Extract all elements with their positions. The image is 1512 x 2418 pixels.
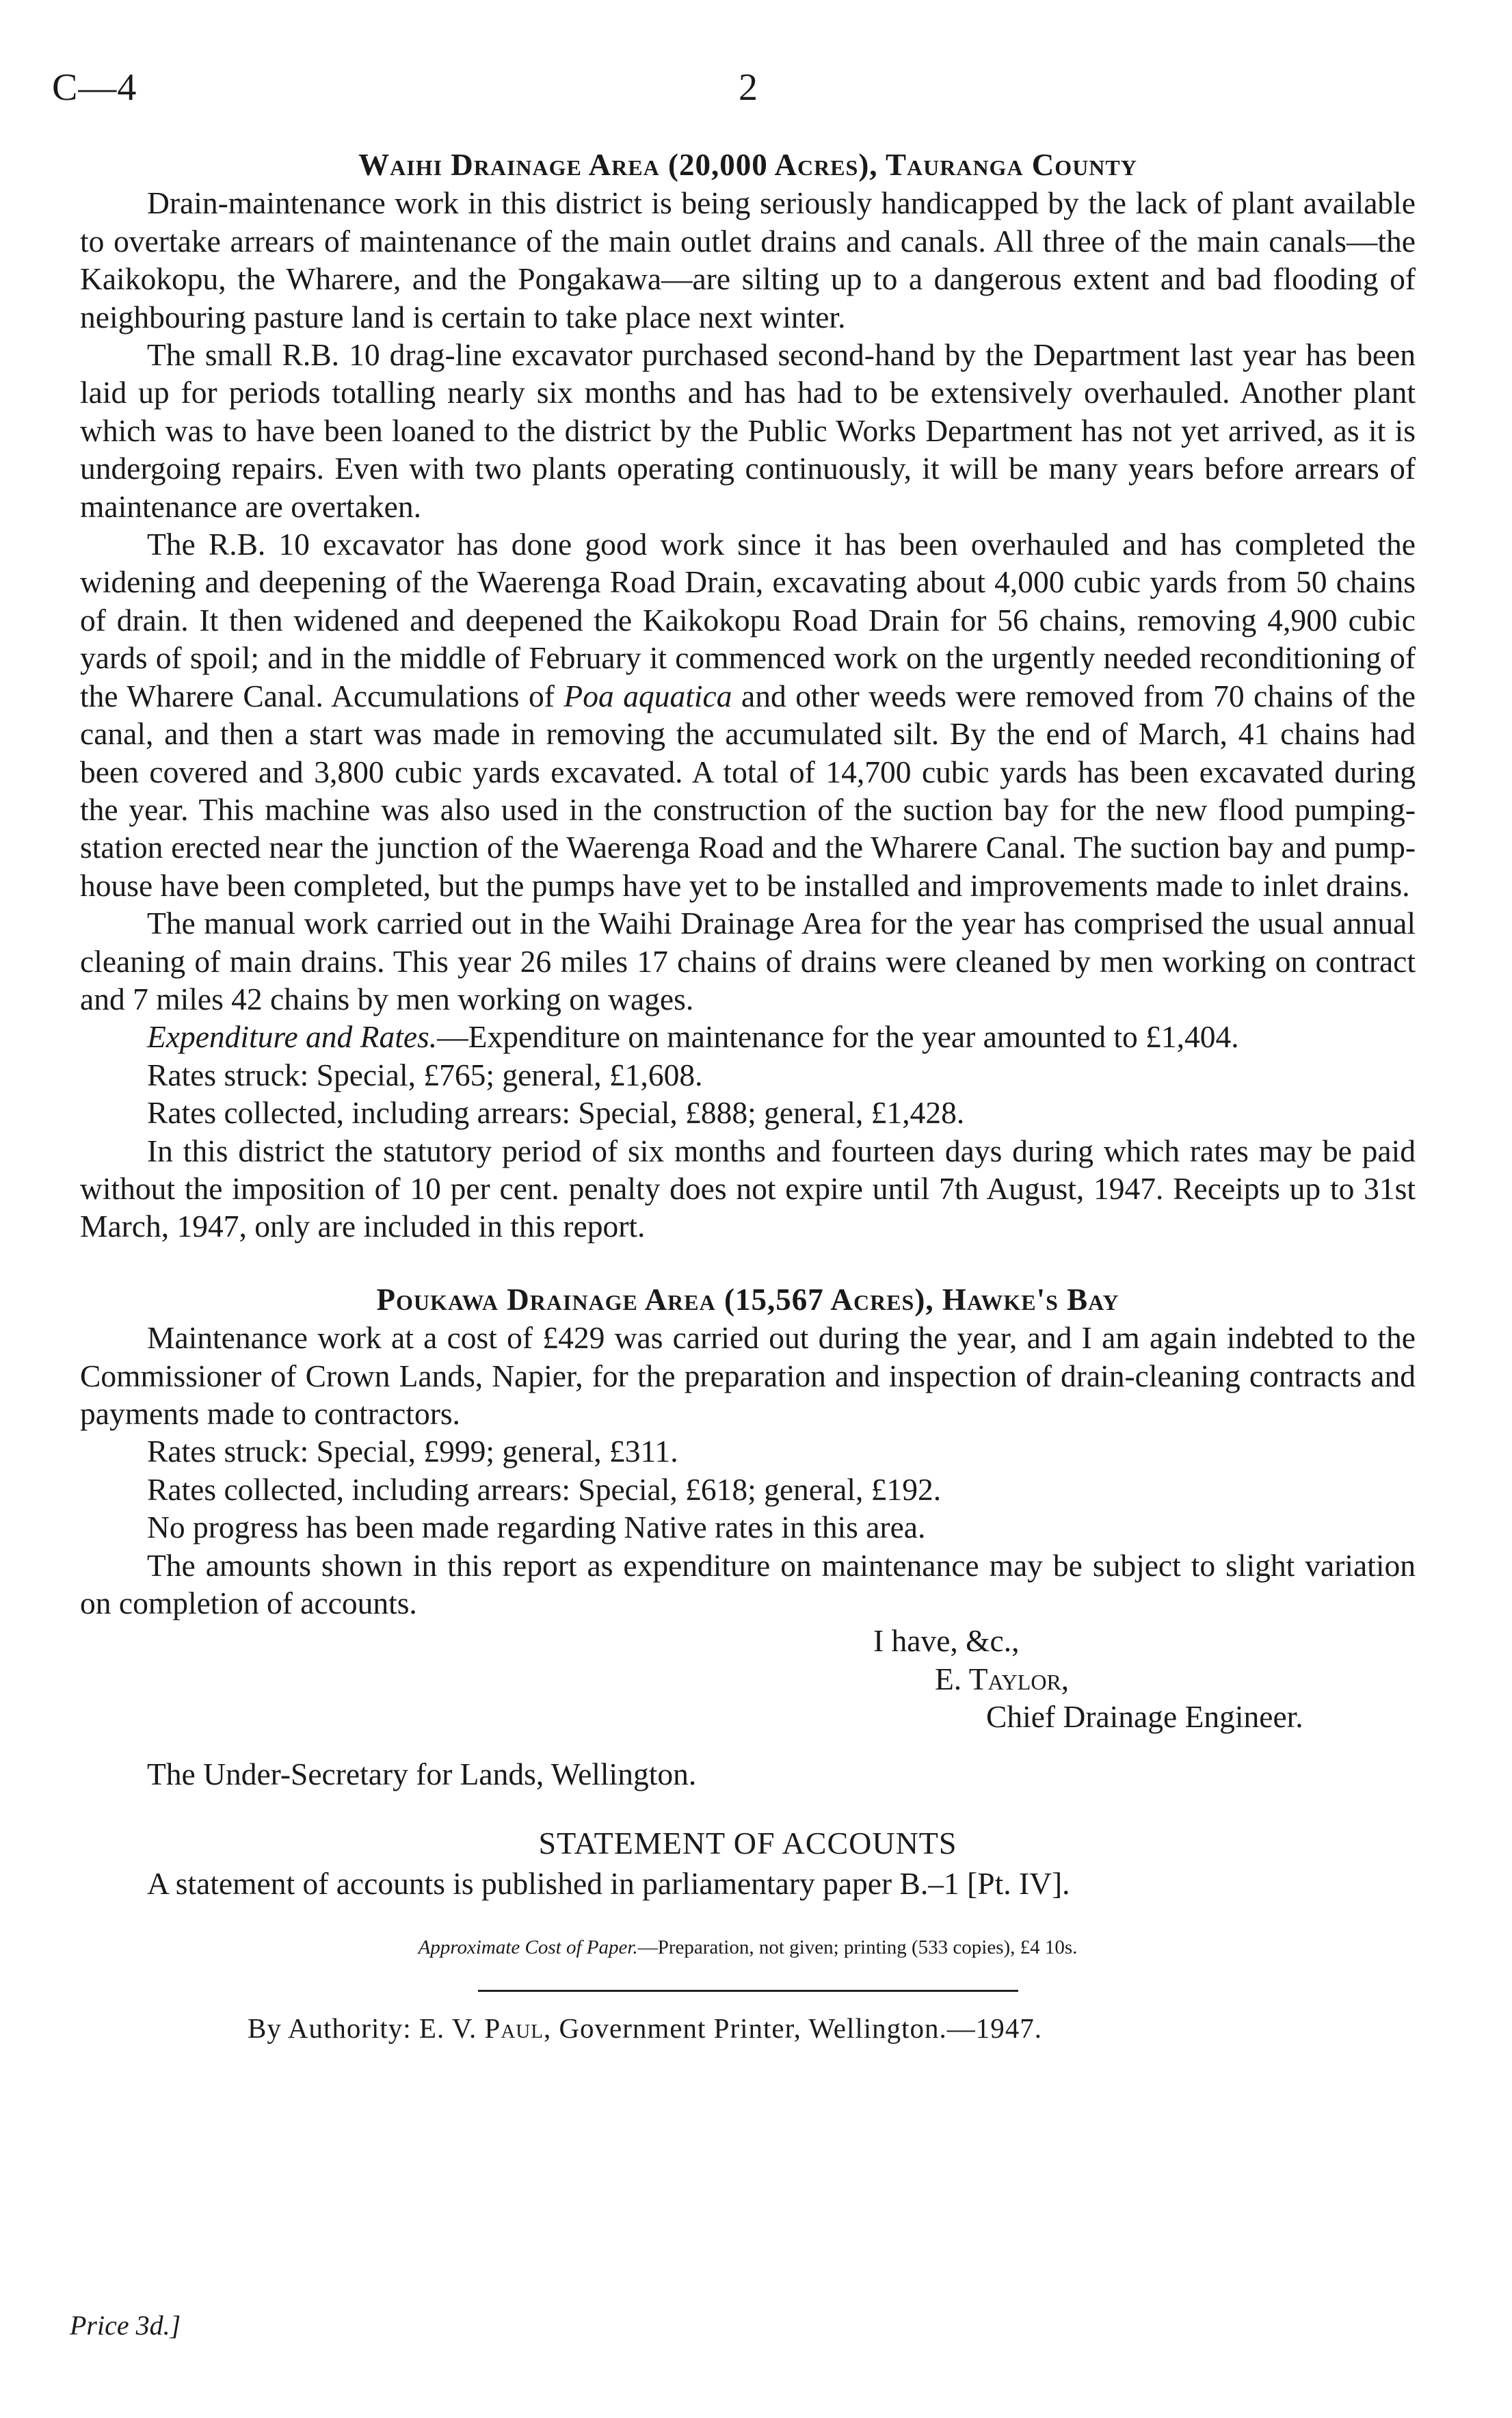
subheading-expenditure: Expenditure and Rates.	[147, 1019, 438, 1055]
paragraph-text: —Expenditure on maintenance for the year amounted to £1,404.	[437, 1019, 1239, 1055]
paragraph	[80, 1018, 1416, 1055]
signatory-name: E. Taylor,	[935, 1661, 1070, 1696]
page-number: 2	[739, 66, 758, 109]
signatory-title: Chief Drainage Engineer.	[986, 1699, 1303, 1735]
cost-note-label: Approximate Cost of Paper.	[418, 1936, 638, 1958]
printer-authority: By Authority: E. V. Paul, Government Printer, Wellington.—1947.	[248, 2012, 1043, 2045]
printer-name: E. V. Paul,	[419, 2012, 552, 2045]
paragraph	[80, 525, 1416, 904]
paragraph-text: The R.B. 10 excavator has done good work since it has been overhauled and has completed the widening and deepening of the Waerenga Road Drain, excavating about 4,000 cubic yards from 50 chains of drain. It then widened and deepened the Kaikokopu Road Drain for 56 chains, removing 4,900 cubic yards of spoil; and in the middle of February it commenced work on the urgently needed reconditioning of the Wharere Canal. Accumulations of	[80, 527, 1416, 713]
paragraph: The small R.B. 10 drag-line excavator purchased second-hand by the Department last year has been laid up for periods totalling nearly six months and has had to be extensively overhauled. Another plant which was to have been loaned to the district by the Public Works Department has not yet arrived, as it is undergoing repairs. Even with two plants operating continuously, it will be many years before arrears of maintenance are overtaken.	[80, 337, 1416, 524]
paragraph: The amounts shown in this report as expenditure on maintenance may be subject to slight variation on completion of accounts.	[80, 1547, 1416, 1621]
section-heading-waihi: Waihi Drainage Area (20,000 Acres), Tauranga County	[358, 148, 1137, 182]
divider-rule	[478, 1990, 1018, 1992]
price-note: Price 3d.]	[70, 2310, 181, 2341]
document-code: C—4	[52, 66, 137, 109]
statement-heading: STATEMENT OF ACCOUNTS	[538, 1826, 957, 1861]
paragraph-text: and other weeds were removed from 70 chains of the canal, and then a start was made in removing the accumulated silt. By the end of March, 41 chains had been covered and 3,800 cubic yards excavated. A total of 14,700 cubic yards has been excavated during the year. This machine was also used in the construction of the suction bay for the new flood pumping-station erected near the junction of the Waerenga Road and the Wharere Canal. The suction bay and pump-house have been completed, but the pumps have yet to be installed and improvements made to inlet drains.	[80, 678, 1416, 903]
paragraph: No progress has been made regarding Native rates in this area.	[147, 1510, 926, 1545]
signature-block	[873, 1622, 1416, 1735]
cost-note	[80, 1929, 1416, 1967]
cost-note-text: —Preparation, not given; printing (533 copies), £4 10s.	[637, 1936, 1078, 1958]
rates-collected: Rates collected, including arrears: Special, £888; general, £1,428.	[147, 1095, 965, 1131]
section-heading-poukawa: Poukawa Drainage Area (15,567 Acres), Hawke's Bay	[376, 1282, 1119, 1317]
paragraph: In this district the statutory period of six months and fourteen days during which rates may be paid without the imposition of 10 per cent. penalty does not expire until 7th August, 1947. Receipts up to 31st March, 1947, only are included in this report.	[80, 1133, 1416, 1244]
rates-struck: Rates struck: Special, £999; general, £311.	[147, 1434, 678, 1469]
document-body	[80, 146, 1416, 2048]
paragraph: Maintenance work at a cost of £429 was carried out during the year, and I am again indebted to the Commissioner of Crown Lands, Napier, for the preparation and inspection of drain-cleaning contracts and payments made to contractors.	[80, 1320, 1416, 1431]
rates-collected: Rates collected, including arrears: Special, £618; general, £192.	[147, 1471, 942, 1507]
species-name: Poa aquatica	[563, 678, 732, 713]
paragraph: The manual work carried out in the Waihi Drainage Area for the year has comprised the usual annual cleaning of main drains. This year 26 miles 17 chains of drains were cleaned by men working on contract and 7 miles 42 chains by men working on wages.	[80, 906, 1416, 1016]
statement-text: A statement of accounts is published in parliamentary paper B.–1 [Pt. IV].	[147, 1866, 1070, 1902]
salutation: I have, &c.,	[873, 1623, 1020, 1659]
paragraph: Drain-maintenance work in this district is being seriously handicapped by the lack of plant available to overtake arrears of maintenance of the main outlet drains and canals. All three of the main canals—the Kaikokopu, the Wharere, and the Pongakawa—are silting up to a dangerous extent and bad flooding of neighbouring pasture land is certain to take place next winter.	[80, 185, 1416, 334]
addressee: The Under-Secretary for Lands, Wellington.	[147, 1756, 697, 1791]
rates-struck: Rates struck: Special, £765; general, £1,608.	[147, 1057, 703, 1092]
